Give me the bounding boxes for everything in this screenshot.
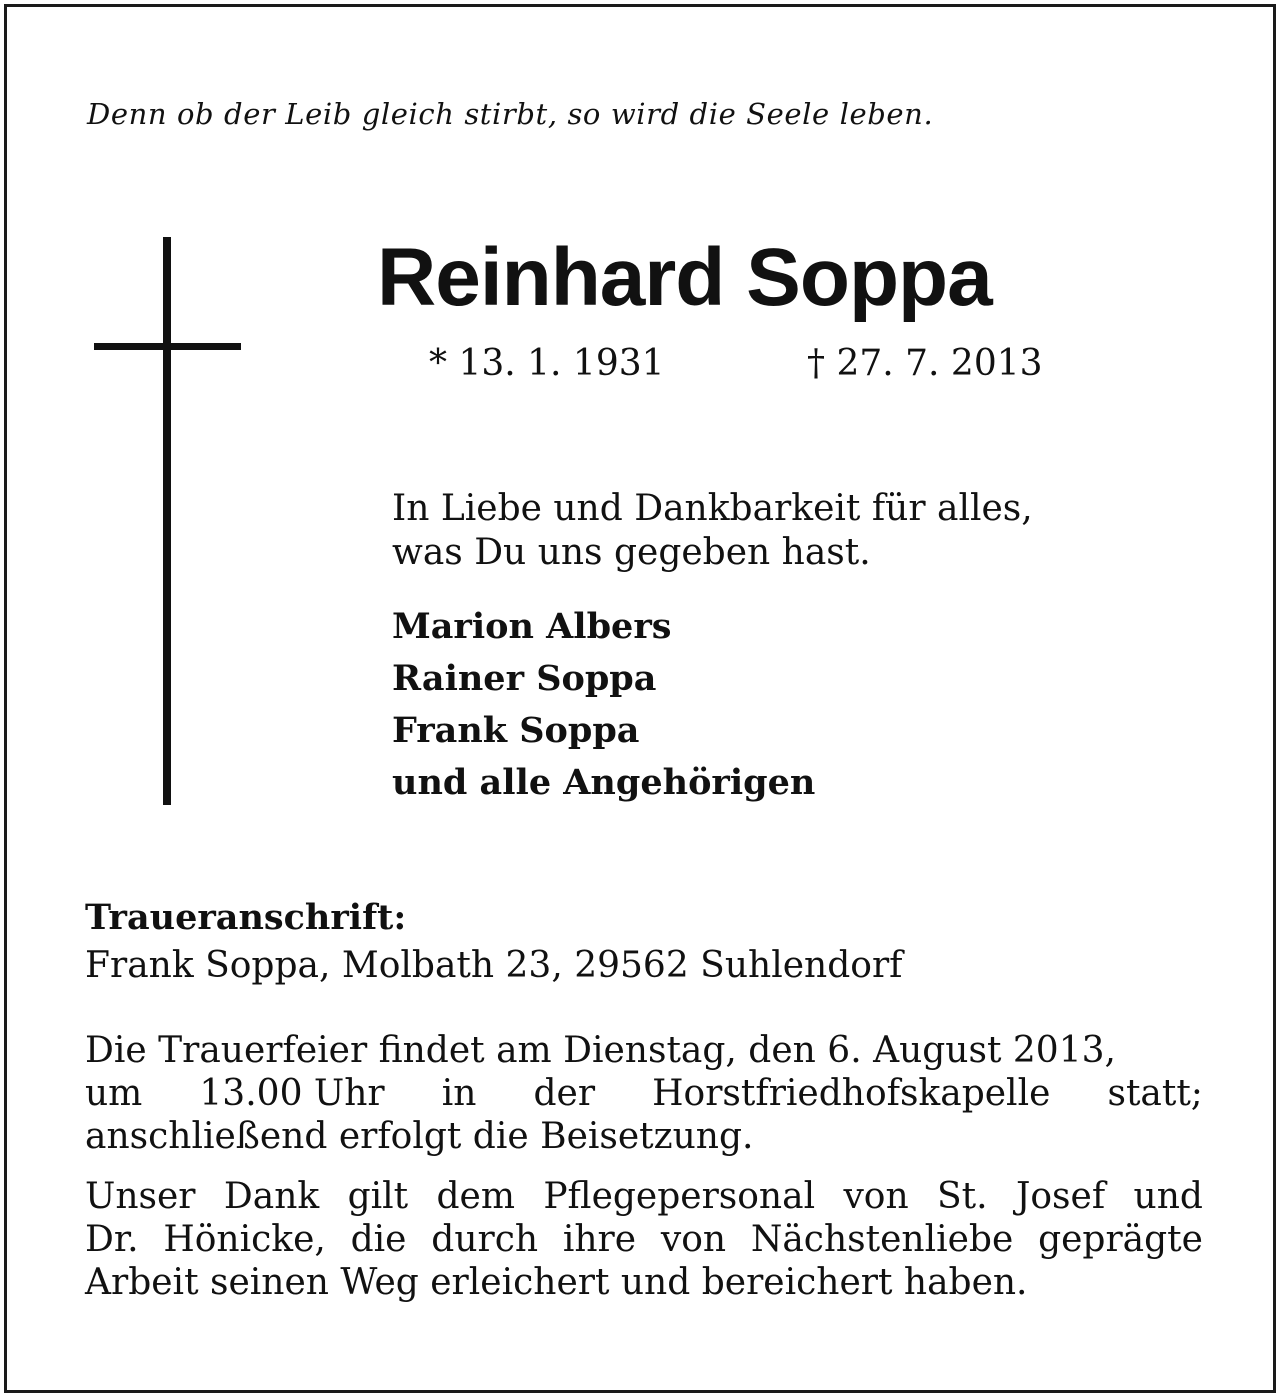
thanks-line-justified — [85, 1175, 1203, 1218]
dedication-line: In Liebe und Dankbarkeit für alles, — [392, 488, 1033, 529]
cross-vertical-beam — [163, 237, 171, 805]
mourner: Frank Soppa — [392, 710, 640, 751]
cross-horizontal-beam — [94, 343, 241, 350]
mourner: und alle Angehörigen — [392, 762, 816, 803]
word: Dr. — [85, 1219, 139, 1260]
word: und — [1133, 1176, 1203, 1217]
word: Nächstenliebe — [750, 1219, 1014, 1260]
word: durch — [431, 1219, 539, 1260]
deceased-name: Reinhard Soppa — [377, 232, 992, 323]
dedication-line: was Du uns gegeben hast. — [392, 532, 871, 573]
word: von — [843, 1176, 909, 1217]
word: Pflegepersonal — [543, 1176, 816, 1217]
word: der — [533, 1073, 596, 1114]
word: in — [441, 1073, 477, 1114]
word: von — [660, 1219, 727, 1260]
word: ihre — [562, 1219, 637, 1260]
birth-date: * 13. 1. 1931 — [429, 343, 665, 384]
word: Hönicke, — [163, 1219, 326, 1260]
word: Horstfriedhofskapelle — [652, 1073, 1051, 1114]
funeral-paragraph — [85, 1029, 1203, 1158]
obituary-notice — [4, 4, 1276, 1393]
thanks-line-justified — [85, 1218, 1203, 1261]
address-label: Traueranschrift: — [85, 897, 407, 938]
thanks-line: Arbeit seinen Weg erleichert und bereichert haben. — [85, 1262, 1028, 1303]
word: Dank — [223, 1176, 320, 1217]
death-date: † 27. 7. 2013 — [807, 343, 1043, 384]
funeral-line: anschließend erfolgt die Beisetzung. — [85, 1116, 754, 1157]
word: Unser — [85, 1176, 196, 1217]
word: geprägte — [1038, 1219, 1203, 1260]
address-text: Frank Soppa, Molbath 23, 29562 Suhlendorf — [85, 945, 903, 986]
funeral-line-justified — [85, 1072, 1203, 1115]
word: dem — [436, 1176, 515, 1217]
word: die — [350, 1219, 407, 1260]
thanks-paragraph — [85, 1175, 1203, 1304]
word: statt; — [1107, 1073, 1203, 1114]
mourner: Marion Albers — [392, 606, 672, 647]
motto: Denn ob der Leib gleich stirbt, so wird die Seele leben. — [87, 97, 934, 131]
word: gilt — [347, 1176, 409, 1217]
word: um — [85, 1073, 143, 1114]
word: St. — [937, 1176, 988, 1217]
mourners-list — [392, 601, 815, 809]
word: Josef — [1015, 1176, 1106, 1217]
word: 13.00 Uhr — [199, 1073, 385, 1114]
dedication — [392, 487, 1033, 575]
funeral-line: Die Trauerfeier findet am Dienstag, den 6. August 2013, — [85, 1030, 1116, 1071]
mourner: Rainer Soppa — [392, 658, 657, 699]
